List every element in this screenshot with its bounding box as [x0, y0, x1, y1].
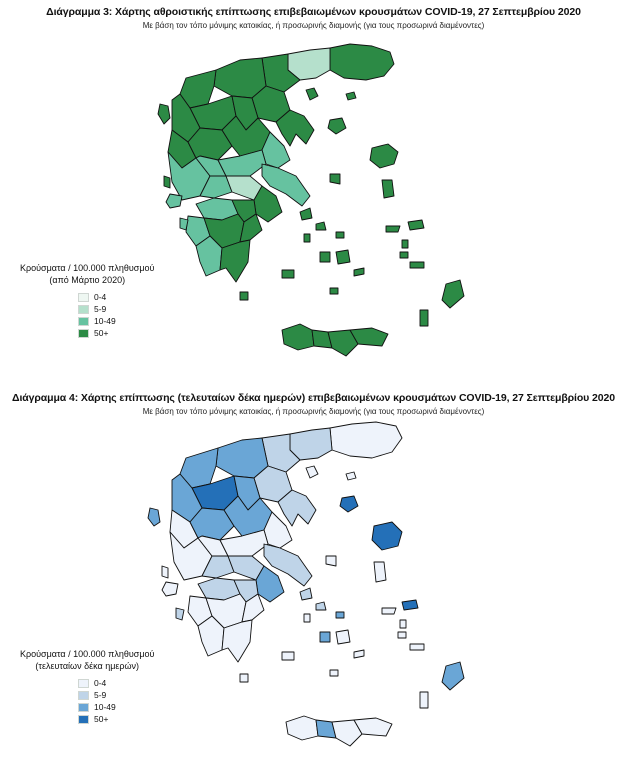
island-chios	[382, 180, 394, 198]
island-mykonos	[336, 612, 344, 618]
island-tinos	[316, 222, 326, 230]
island-rhodes	[442, 280, 464, 308]
island-lefkada	[164, 176, 170, 188]
island-zakynthos	[176, 608, 184, 620]
legend-item	[78, 303, 154, 315]
legend-label: 50+	[94, 714, 109, 724]
island-andros	[300, 208, 312, 220]
island-kythira	[240, 674, 248, 682]
region-thrace	[330, 422, 402, 458]
legend-label: 5-9	[94, 690, 107, 700]
legend-item	[78, 677, 154, 689]
map-legend	[20, 648, 154, 725]
map-subtitle: Με βάση τον τόπο μόνιμης κατοικίας, ή προσωρινής διαμονής (για τους προσωρινά διαμένοντες)	[142, 21, 485, 30]
island-mykonos	[336, 232, 344, 238]
island-kefalonia	[166, 194, 182, 208]
island-ikaria	[382, 608, 396, 614]
legend-swatch	[78, 691, 89, 700]
island-syros	[304, 614, 310, 622]
island-kythira	[240, 292, 248, 300]
legend-item	[78, 291, 154, 303]
map-title: Διάγραμμα 4: Χάρτης επίπτωσης (τελευταίων δέκα ημερών) επιβεβαιωμένων κρουσμάτων COVID-19, 27 Σεπτεμβρίου 2020	[12, 392, 615, 404]
legend-title: Κρούσματα / 100.000 πληθυσμού	[20, 649, 155, 659]
legend-label: 5-9	[94, 304, 107, 314]
island-samothraki	[346, 92, 356, 100]
legend-subtitle: (τελευταίων δέκα ημερών)	[35, 661, 140, 671]
legend-item	[78, 315, 154, 327]
legend-item	[78, 689, 154, 701]
region-east-macedonia	[290, 428, 332, 460]
island-samothraki	[346, 472, 356, 480]
island-naxos	[336, 250, 350, 264]
island-leros	[400, 620, 406, 628]
island-andros	[300, 588, 312, 600]
cumulative-incidence-map-panel	[0, 0, 627, 380]
island-amorgos	[354, 268, 364, 276]
legend-label: 50+	[94, 328, 109, 338]
island-amorgos	[354, 650, 364, 658]
island-chios	[374, 562, 386, 582]
legend-swatch	[78, 703, 89, 712]
island-kos	[410, 644, 424, 650]
region-central-macedonia-north	[214, 58, 266, 98]
legend-item	[78, 327, 154, 339]
legend-label: 10-49	[94, 316, 116, 326]
island-karpathos	[420, 310, 428, 326]
legend-swatch	[78, 317, 89, 326]
ten-day-incidence-map-panel	[0, 386, 627, 775]
island-thasos	[306, 466, 318, 478]
map-subtitle: Με βάση τον τόπο μόνιμης κατοικίας, ή προσωρινής διαμονής (για τους προσωρινά διαμένοντες)	[142, 407, 485, 416]
legend-label: 0-4	[94, 292, 107, 302]
region-chania	[286, 716, 318, 740]
island-samos	[408, 220, 424, 230]
island-corfu	[148, 508, 160, 526]
region-chania	[282, 324, 314, 350]
legend-swatch	[78, 329, 89, 338]
legend-swatch	[78, 679, 89, 688]
island-paros	[320, 252, 330, 262]
island-santorini	[330, 288, 338, 294]
island-kalymnos	[398, 632, 406, 638]
legend-item	[78, 713, 154, 725]
island-zakynthos	[180, 218, 188, 230]
island-kefalonia	[162, 582, 178, 596]
island-paros	[320, 632, 330, 642]
legend-label: 0-4	[94, 678, 107, 688]
island-kalymnos	[400, 252, 408, 258]
island-limnos	[340, 496, 358, 512]
legend-swatch	[78, 305, 89, 314]
legend-title: Κρούσματα / 100.000 πληθυσμού	[20, 263, 155, 273]
island-naxos	[336, 630, 350, 644]
island-milos	[282, 270, 294, 278]
island-rhodes	[442, 662, 464, 690]
island-skyros	[330, 174, 340, 184]
island-lesvos	[372, 522, 402, 550]
legend-label: 10-49	[94, 702, 116, 712]
island-ikaria	[386, 226, 400, 232]
island-kos	[410, 262, 424, 268]
island-milos	[282, 652, 294, 660]
island-samos	[402, 600, 418, 610]
map-title: Διάγραμμα 3: Χάρτης αθροιστικής επίπτωσης επιβεβαιωμένων κρουσμάτων COVID-19, 27 Σεπτεμβρίου 2020	[46, 6, 581, 18]
legend-swatch	[78, 293, 89, 302]
island-karpathos	[420, 692, 428, 708]
island-santorini	[330, 670, 338, 676]
island-thasos	[306, 88, 318, 100]
legend-subtitle: (από Μάρτιο 2020)	[49, 275, 126, 285]
region-central-macedonia-north	[216, 438, 268, 478]
island-tinos	[316, 602, 326, 610]
island-corfu	[158, 104, 170, 124]
map-legend	[20, 262, 154, 339]
island-leros	[402, 240, 408, 248]
island-skyros	[326, 556, 336, 566]
island-lefkada	[162, 566, 168, 578]
legend-item	[78, 701, 154, 713]
island-syros	[304, 234, 310, 242]
region-thrace	[330, 44, 394, 80]
island-lesvos	[370, 144, 398, 168]
island-limnos	[328, 118, 346, 134]
legend-swatch	[78, 715, 89, 724]
